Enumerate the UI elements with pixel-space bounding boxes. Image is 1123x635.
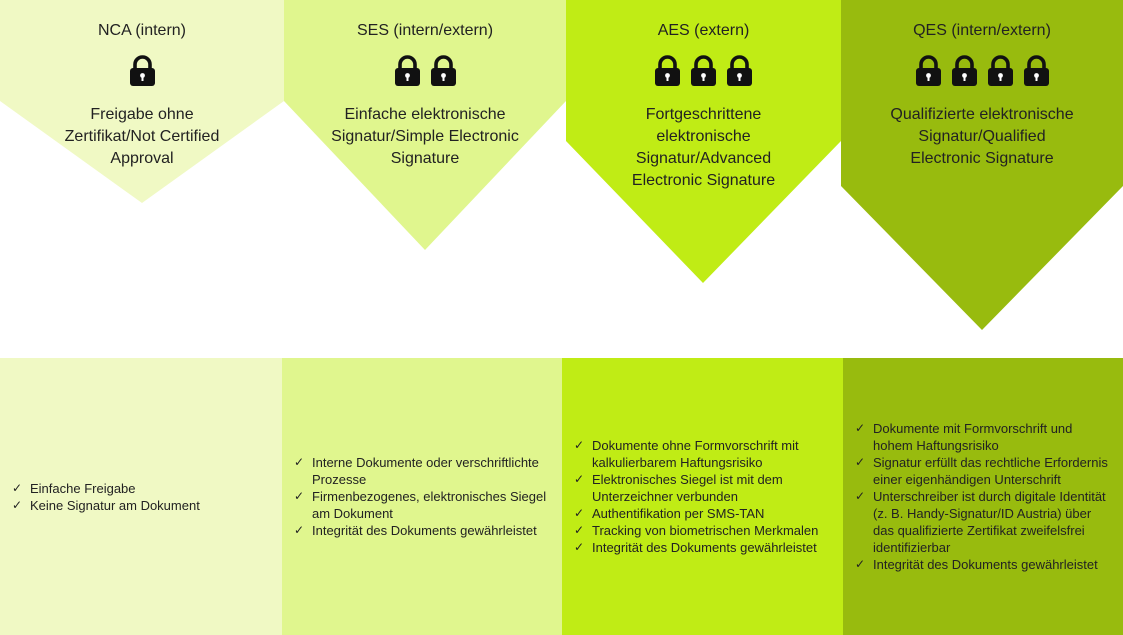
feature-list bbox=[292, 454, 552, 539]
feature-text: Unterschreiber ist durch digitale Identität (z. B. Handy-Signatur/ID Austria) über das qualifizierte Zertifikat zweifelsfrei identifizierbar bbox=[873, 489, 1106, 555]
feature-item bbox=[853, 454, 1113, 488]
feature-item bbox=[572, 471, 833, 505]
lock-icon-group bbox=[0, 55, 284, 87]
signature-level-code: SES (intern/extern) bbox=[356, 22, 494, 39]
checkmark-icon: ✓ bbox=[12, 480, 23, 495]
feature-item bbox=[853, 556, 1113, 573]
feature-text: Signatur erfüllt das rechtliche Erfordernis einer eigenhändigen Unterschrift bbox=[873, 455, 1108, 487]
lock-icon bbox=[129, 55, 156, 87]
feature-box-nca bbox=[0, 358, 282, 635]
lock-icon bbox=[430, 55, 457, 87]
feature-item bbox=[853, 420, 1113, 454]
signature-level-code: NCA (intern) bbox=[97, 22, 187, 39]
signature-level-description bbox=[847, 104, 1117, 170]
lock-icon bbox=[951, 55, 978, 87]
description-line: Zertifikat/Not Certified bbox=[64, 128, 220, 145]
feature-item bbox=[10, 497, 272, 514]
feature-item bbox=[292, 522, 552, 539]
lock-icon bbox=[987, 55, 1014, 87]
lock-icon bbox=[654, 55, 681, 87]
feature-box-ses bbox=[282, 358, 562, 635]
column-header-ses bbox=[284, 0, 566, 330]
feature-text: Integrität des Dokuments gewährleistet bbox=[873, 557, 1098, 572]
feature-item bbox=[572, 437, 833, 471]
checkmark-icon: ✓ bbox=[294, 489, 305, 503]
checkmark-icon: ✓ bbox=[574, 506, 585, 520]
feature-box-aes bbox=[562, 358, 843, 635]
checkmark-icon: ✓ bbox=[12, 497, 23, 512]
checkmark-icon: ✓ bbox=[855, 489, 866, 503]
feature-item bbox=[572, 539, 833, 556]
signature-level-description bbox=[574, 104, 834, 192]
feature-text: Authentifikation per SMS-TAN bbox=[592, 506, 765, 521]
description-line: Electronic Signature bbox=[631, 172, 776, 189]
lock-icon bbox=[726, 55, 753, 87]
checkmark-icon: ✓ bbox=[855, 455, 866, 469]
description-line: Signatur/Simple Electronic bbox=[331, 128, 519, 145]
feature-text: Elektronisches Siegel ist mit dem Unterzeichner verbunden bbox=[592, 472, 783, 504]
feature-item bbox=[10, 480, 272, 497]
checkmark-icon: ✓ bbox=[294, 455, 305, 469]
feature-item bbox=[572, 505, 833, 522]
checkmark-icon: ✓ bbox=[574, 472, 585, 486]
column-header-qes bbox=[841, 0, 1123, 330]
feature-text: Firmenbezogenes, elektronisches Siegel am Dokument bbox=[312, 489, 547, 521]
description-line: elektronische bbox=[656, 128, 751, 145]
lock-icon bbox=[1023, 55, 1050, 87]
feature-item bbox=[292, 488, 552, 522]
checkmark-icon: ✓ bbox=[855, 557, 866, 571]
description-line: Qualifizierte elektronische bbox=[890, 106, 1074, 123]
feature-text: Interne Dokumente oder verschriftlichte Prozesse bbox=[312, 455, 539, 487]
lock-icon bbox=[915, 55, 942, 87]
description-line: Signatur/Qualified bbox=[918, 128, 1046, 145]
feature-box-qes bbox=[843, 358, 1123, 635]
description-line: Signature bbox=[390, 150, 460, 167]
feature-text: Dokumente mit Formvorschrift und hohem Haftungsrisiko bbox=[873, 421, 1073, 453]
description-line: Einfache elektronische bbox=[344, 106, 506, 123]
lock-icon-group bbox=[284, 55, 566, 87]
feature-list bbox=[572, 437, 833, 556]
signature-level-code: AES (extern) bbox=[657, 22, 750, 39]
signature-level-code: QES (intern/extern) bbox=[913, 22, 1051, 39]
feature-text: Dokumente ohne Formvorschrift mit kalkulierbarem Haftungsrisiko bbox=[592, 438, 799, 470]
description-line: Approval bbox=[110, 150, 174, 167]
checkmark-icon: ✓ bbox=[574, 540, 585, 554]
feature-item bbox=[853, 488, 1113, 556]
checkmark-icon: ✓ bbox=[855, 421, 866, 435]
lock-icon bbox=[690, 55, 717, 87]
feature-text: Einfache Freigabe bbox=[30, 480, 136, 496]
feature-item bbox=[292, 454, 552, 488]
description-line: Signatur/Advanced bbox=[635, 150, 772, 167]
lock-icon-group bbox=[841, 55, 1123, 87]
description-line: Electronic Signature bbox=[910, 150, 1054, 167]
checkmark-icon: ✓ bbox=[294, 523, 305, 537]
description-line: Fortgeschrittene bbox=[645, 106, 762, 123]
feature-text: Integrität des Dokuments gewährleistet bbox=[592, 540, 817, 555]
signature-level-description bbox=[290, 104, 560, 170]
feature-item bbox=[572, 522, 833, 539]
feature-text: Tracking von biometrischen Merkmalen bbox=[592, 523, 819, 538]
feature-text: Integrität des Dokuments gewährleistet bbox=[312, 523, 537, 538]
lock-icon bbox=[394, 55, 421, 87]
checkmark-icon: ✓ bbox=[574, 438, 585, 452]
checkmark-icon: ✓ bbox=[574, 523, 585, 537]
feature-list bbox=[10, 480, 272, 514]
column-header-nca bbox=[0, 0, 284, 330]
feature-text: Keine Signatur am Dokument bbox=[30, 497, 200, 513]
signature-level-description bbox=[7, 104, 277, 170]
feature-list bbox=[853, 420, 1113, 573]
lock-icon-group bbox=[566, 55, 841, 87]
column-header-aes bbox=[566, 0, 841, 330]
description-line: Freigabe ohne bbox=[90, 106, 194, 123]
